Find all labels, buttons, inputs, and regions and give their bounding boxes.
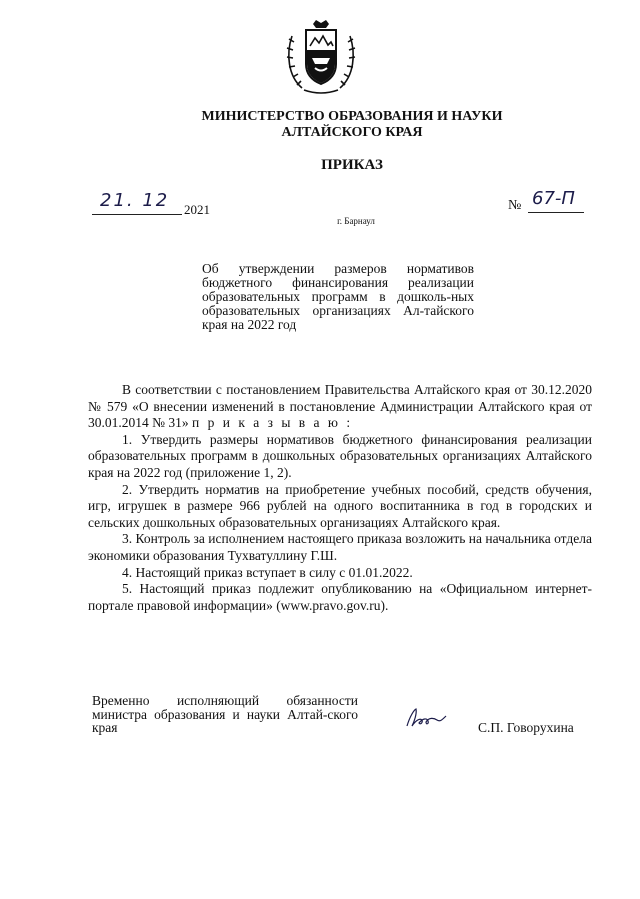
document-title: ПРИКАЗ — [321, 157, 383, 173]
handwritten-signature — [404, 706, 448, 730]
order-subject: Об утверждении размеров нормативов бюджетного финансирования реализации образовательных программ в дошколь-ных образовательных организациях Ал-тайского края на 2022 год — [202, 261, 474, 332]
order-date — [92, 190, 232, 218]
order-item-2: 2. Утвердить норматив на приобретение учебных пособий, средств обучения, игр, игрушек в размере 966 рублей на одного воспитанника в год в городских и сельских дошкольных образовательных организациях Алтайского края. — [88, 481, 592, 530]
ministry-name — [150, 109, 554, 141]
intro-paragraph — [88, 382, 592, 432]
order-number — [508, 188, 598, 216]
order-body — [88, 382, 592, 614]
signatory-name: С.П. Говорухина — [478, 720, 574, 735]
altai-coat-of-arms-emblem — [284, 18, 358, 96]
city-label: г. Барнаул — [337, 216, 375, 226]
ministry-name-line-2: АЛТАЙСКОГО КРАЯ — [281, 125, 423, 140]
order-item-1: 1. Утвердить размеры нормативов бюджетного финансирования реализации образовательных программ в дошкольных образовательных организациях Алтайского края на 2022 год (приложение 1, 2). — [88, 431, 592, 480]
order-item-3: 3. Контроль за исполнением настоящего приказа возложить на начальника отдела экономики образования Тухватуллину Г.Ш. — [88, 531, 592, 563]
handwritten-number: 67-П — [532, 188, 575, 209]
signatory-position: Временно исполняющий обязанности министра образования и науки Алтай-ского края — [92, 693, 358, 735]
number-underline — [528, 212, 584, 213]
order-item-5: 5. Настоящий приказ подлежит опубликованию на «Официальном интернет-портале правовой информации» (www.pravo.gov.ru). — [88, 581, 592, 613]
intro-text: В соответствии с постановлением Правительства Алтайского края от 30.12.2020 № 579 «О внесении изменений в постановление Администрации Алтайского края от 30.01.2014 № 31» — [88, 382, 592, 431]
number-sign: № — [508, 198, 522, 213]
order-word: п р и к а з ы в а ю : — [192, 415, 353, 431]
order-item-4: 4. Настоящий приказ вступает в силу с 01.01.2022. — [122, 564, 413, 580]
date-underline — [92, 214, 182, 215]
handwritten-date: 21. 12 — [100, 190, 170, 211]
ministry-name-line-1: МИНИСТЕРСТВО ОБРАЗОВАНИЯ И НАУКИ — [201, 109, 503, 124]
date-year: 2021 — [184, 202, 210, 217]
